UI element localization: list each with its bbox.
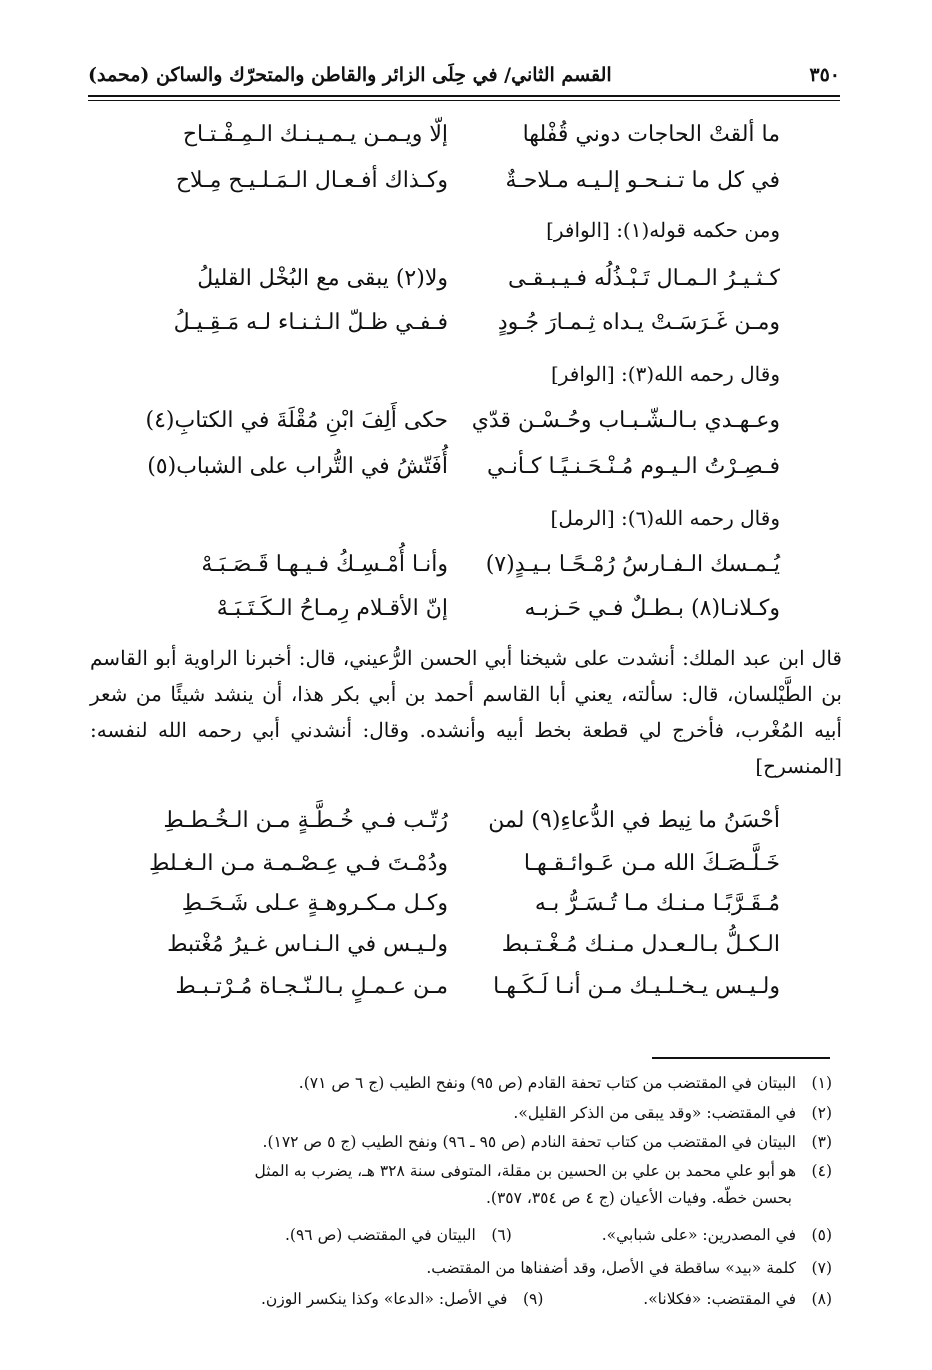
- footnote: [112, 1222, 832, 1249]
- poem-intro: وقال رحمه الله(٣): [الوافر]: [550, 362, 780, 386]
- verse-hemistich: وعـهـدي بـالـشّـبـاب وحُـسْـن قدّي: [471, 408, 780, 433]
- verse-hemistich: وكـلانـا(٨) بـطـلٌ فـي حَـزبـه: [524, 596, 780, 621]
- page-number: ٣٥٠: [809, 64, 840, 86]
- paragraph-text: قال ابن عبد الملك: أنشدت على شيخنا أبي الحسن الرُّعيني، قال: أخبرنا الراوية أبو القاسم بن الطَّيْلسان، قال: سألته، يعني أبا القاسم أحمد بن أبي بكر هذا، أن ينشد شيئًا من شعر أبيه المُغْرب، فأخرج لي قطعة بخط أبيه وأنشده. وقال: أنشدني أبي رحمه الله لنفسه: [المنسرح]: [90, 646, 842, 778]
- poem-intro: وقال رحمه الله(٦): [الرمل]: [550, 506, 780, 530]
- footnote-number: (١): [811, 1074, 832, 1092]
- footnote-text-continued: بحسن خطّه. وفيات الأعيان (ج ٤ ص ٣٥٤، ٣٥٧).: [485, 1189, 792, 1207]
- verse-hemistich: فـصِـرْتُ الـيـوم مُـنْـحَـنـيًـا كـأنـي: [486, 454, 780, 479]
- footnote-number: (٣): [811, 1133, 832, 1151]
- verse-hemistich: أحْسَنُ ما نِيط في الدُّعاءِ(٩) لمن: [488, 808, 780, 833]
- footnote: [112, 1286, 832, 1313]
- footnote: [112, 1070, 832, 1097]
- running-title: القسم الثاني/ في حِلَى الزائر والقاطن والمتحرّك والساكن (محمد): [88, 64, 612, 86]
- verse-hemistich: فـفـي ظـلّ الـثـنـاء لـه مَـقِـيـلُ: [173, 310, 448, 335]
- verse-hemistich: حكى أَلِفَ ابْنِ مُقْلَةَ في الكتابِ(٤): [145, 408, 448, 433]
- footnote: [112, 1129, 832, 1156]
- footnote-text: هو أبو علي محمد بن علي بن الحسين بن مقلة، المتوفى سنة ٣٢٨ هـ، يضرب به المثل: [254, 1162, 796, 1180]
- verse-hemistich: إلّا ويـمـن يـمـيـنـك الـمِـفْـتـاح: [182, 122, 448, 147]
- footnote-text: في الأصل: «الدعا» وكذا ينكسر الوزن.: [260, 1290, 508, 1308]
- poem-intro: ومن حكمه قوله(١): [الوافر]: [546, 218, 780, 242]
- verse-hemistich: إنّ الأقـلام رِمـاحُ الـكَـتَـبَـهْ: [216, 596, 448, 621]
- footnote-text: في المقتضب: «وقد يبقى من الذكر القليل».: [513, 1104, 796, 1122]
- footnote-number: (٩): [522, 1290, 544, 1308]
- header-rule: [88, 95, 840, 101]
- footnote-text: البيتان في المقتضب (ص ٩٦).: [285, 1226, 476, 1244]
- verse-hemistich: أُفَتّشُ في التُّراب على الشباب(٥): [147, 454, 448, 479]
- verse-hemistich: الـكـلُّ بـالـعـدل مـنـك مُـغْـتـبط: [501, 932, 780, 957]
- verse-hemistich: خَـلَّـصَـكَ الله مـن عَـوائـقـهـا: [523, 851, 780, 876]
- footnote-number: (٨): [811, 1290, 832, 1308]
- verse-hemistich: ودُمْـتَ فـي عِـصْـمـة مـن الـغـلطِ: [148, 851, 448, 876]
- verse-hemistich: ومـن غَـرَسَـتْ يـداه ثِـمـارَ جُـودٍ: [497, 310, 780, 335]
- footnote: [112, 1100, 832, 1127]
- verse-hemistich: كـثـيـرُ الـمـال تَـبْـذُلُه فـيـبـقـى: [507, 266, 780, 291]
- verse-hemistich: ولـيـس في الـنـاس غـيرُ مُغْتبط: [167, 932, 448, 957]
- verse-hemistich: ولـيـس يـخـلـيـك مـن أنـا لَـكَـهـا: [493, 974, 780, 999]
- page-header: [88, 58, 840, 92]
- footnote-number: (٥): [811, 1226, 832, 1244]
- footnote-text: في المصدرين: «على شبابي».: [601, 1226, 796, 1244]
- verse-hemistich: رُتّـب فـي خُـطَّـةٍ مـن الـخُـطـطِ: [163, 808, 448, 833]
- verse-hemistich: مُـقَـرَّبًـا مـنـك مـا تُـسَـرُّ بـه: [534, 891, 780, 916]
- verse-hemistich: وكـل مـكـروهـةٍ عـلى شَـحَـطِ: [181, 891, 448, 916]
- verse-hemistich: وأنـا أُمْـسِـكُ فـيـهـا قَـصَـبَـهْ: [201, 552, 448, 577]
- verse-hemistich: ما ألقتْ الحاجات دوني قُفْلها: [522, 122, 780, 147]
- footnote-text: في المقتضب: «فكلانا».: [643, 1290, 796, 1308]
- verse-hemistich: في كل ما تـنـحـو إلـيـه مـلاحـةٌ: [505, 168, 780, 193]
- footnote-number: (٧): [811, 1259, 832, 1277]
- footnote-number: (٤): [811, 1162, 832, 1180]
- footnote-text: كلمة «بيد» ساقطة في الأصل، وقد أضفناها من المقتضب.: [426, 1259, 796, 1277]
- prose-paragraph: [90, 640, 842, 784]
- footnote: [112, 1255, 832, 1282]
- footnote-text: البيتان في المقتضب من كتاب تحفة القادم (ص ٩٥) ونفح الطيب (ج ٦ ص ٧١).: [298, 1074, 796, 1092]
- footnote-number: (٢): [811, 1104, 832, 1122]
- verse-hemistich: يُـمـسك الـفـارسُ رُمْـحًـا بـيـدٍ(٧): [485, 552, 780, 577]
- verse-hemistich: ولا(٢) يبقى مع البُخْل القليلُ: [197, 266, 448, 291]
- verse-hemistich: مـن عـمـلٍ بـالـنّـجـاة مُـرْتـبـط: [175, 974, 448, 999]
- footnote: [112, 1158, 832, 1212]
- verse-hemistich: وكـذاك أفـعـال الـمَـلـيـح مِـلاح: [175, 168, 448, 193]
- footnote-number: (٦): [491, 1226, 512, 1244]
- footnote-text: البيتان في المقتضب من كتاب تحفة النادم (ص ٩٥ ـ ٩٦) ونفح الطيب (ج ٥ ص ١٧٢).: [262, 1133, 796, 1151]
- footnote-separator: [652, 1057, 830, 1059]
